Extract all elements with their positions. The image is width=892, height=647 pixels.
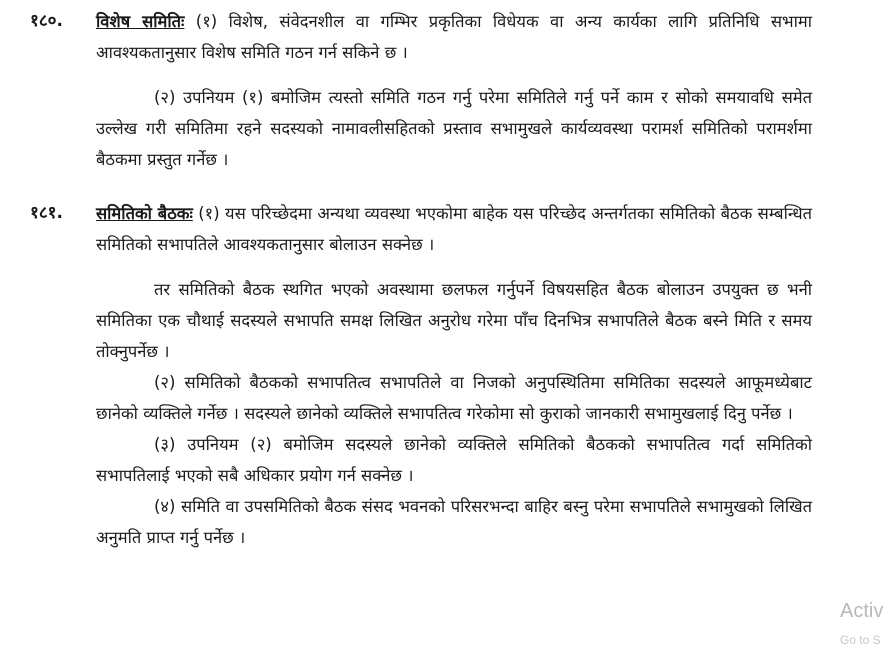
- section-title: समितिको बैठकः: [96, 204, 193, 223]
- paragraph-2: (२) उपनियम (१) बमोजिम त्यस्तो समिति गठन गर्नु परेमा समितिले गर्नु पर्ने काम र सोको समयावधि समेत उल्लेख गरी समितिमा रहने सदस्यको नामावलीसहितको प्रस्ताव सभामुखले कार्यव्यवस्था परामर्श समितिको परामर्शमा बैठकमा प्रस्तुत गर्नेछ ।: [96, 88, 812, 169]
- paragraph-1: [96, 198, 812, 260]
- section-number: १८१.: [30, 203, 63, 223]
- paragraph-3: (३) उपनियम (२) बमोजिम सदस्यले छानेको व्यक्तिले समितिको बैठकको सभापतित्व गर्दा समितिको सभापतिलाई भएको सबै अधिकार प्रयोग गर्न सक्नेछ ।: [96, 435, 812, 485]
- section-title: विशेष समितिः: [96, 12, 185, 31]
- paragraph-4: (४) समिति वा उपसमितिको बैठक संसद भवनको परिसरभन्दा बाहिर बस्नु परेमा सभापतिले सभामुखको लिखित अनुमति प्राप्त गर्नु पर्नेछ ।: [96, 497, 812, 547]
- activation-watermark: Activ: [840, 600, 884, 622]
- paragraph-1: [96, 6, 812, 68]
- proviso-paragraph: तर समितिको बैठक स्थगित भएको अवस्थामा छलफल गर्नुपर्ने विषयसहित बैठक बोलाउन उपयुक्त छ भनी समितिका एक चौथाई सदस्यले सभापति समक्ष लिखित अनुरोध गरेमा पाँच दिनभित्र सभापतिले बैठक बस्ने मिति र समय तोक्नुपर्नेछ ।: [96, 280, 812, 361]
- paragraph-text: (१) यस परिच्छेदमा अन्यथा व्यवस्था भएकोमा बाहेक यस परिच्छेद अन्तर्गतका समितिको बैठक सम्बन्धित समितिको सभापतिले आवश्यकतानुसार बोलाउन सक्नेछ ।: [96, 204, 813, 254]
- section-number: १८०.: [30, 11, 63, 31]
- section-body: [96, 6, 812, 175]
- paragraph-2: (२) समितिको बैठकको सभापतित्व सभापतिले वा निजको अनुपस्थितिमा समितिका सदस्यले आफूमध्येबाट छानेको व्यक्तिले गर्नेछ । सदस्यले छानेको व्यक्तिले सभापतित्व गरेकोमा सो कुराको जानकारी सभामुखलाई दिनु पर्नेछ ।: [96, 373, 812, 423]
- activation-watermark-subtext: Go to S: [840, 633, 881, 647]
- section-body: [96, 198, 812, 553]
- paragraph-text: (१) विशेष, संवेदनशील वा गम्भिर प्रकृतिका विधेयक वा अन्य कार्यका लागि प्रतिनिधि सभामा आवश्यकतानुसार विशेष समिति गठन गर्न सकिने छ ।: [96, 12, 812, 62]
